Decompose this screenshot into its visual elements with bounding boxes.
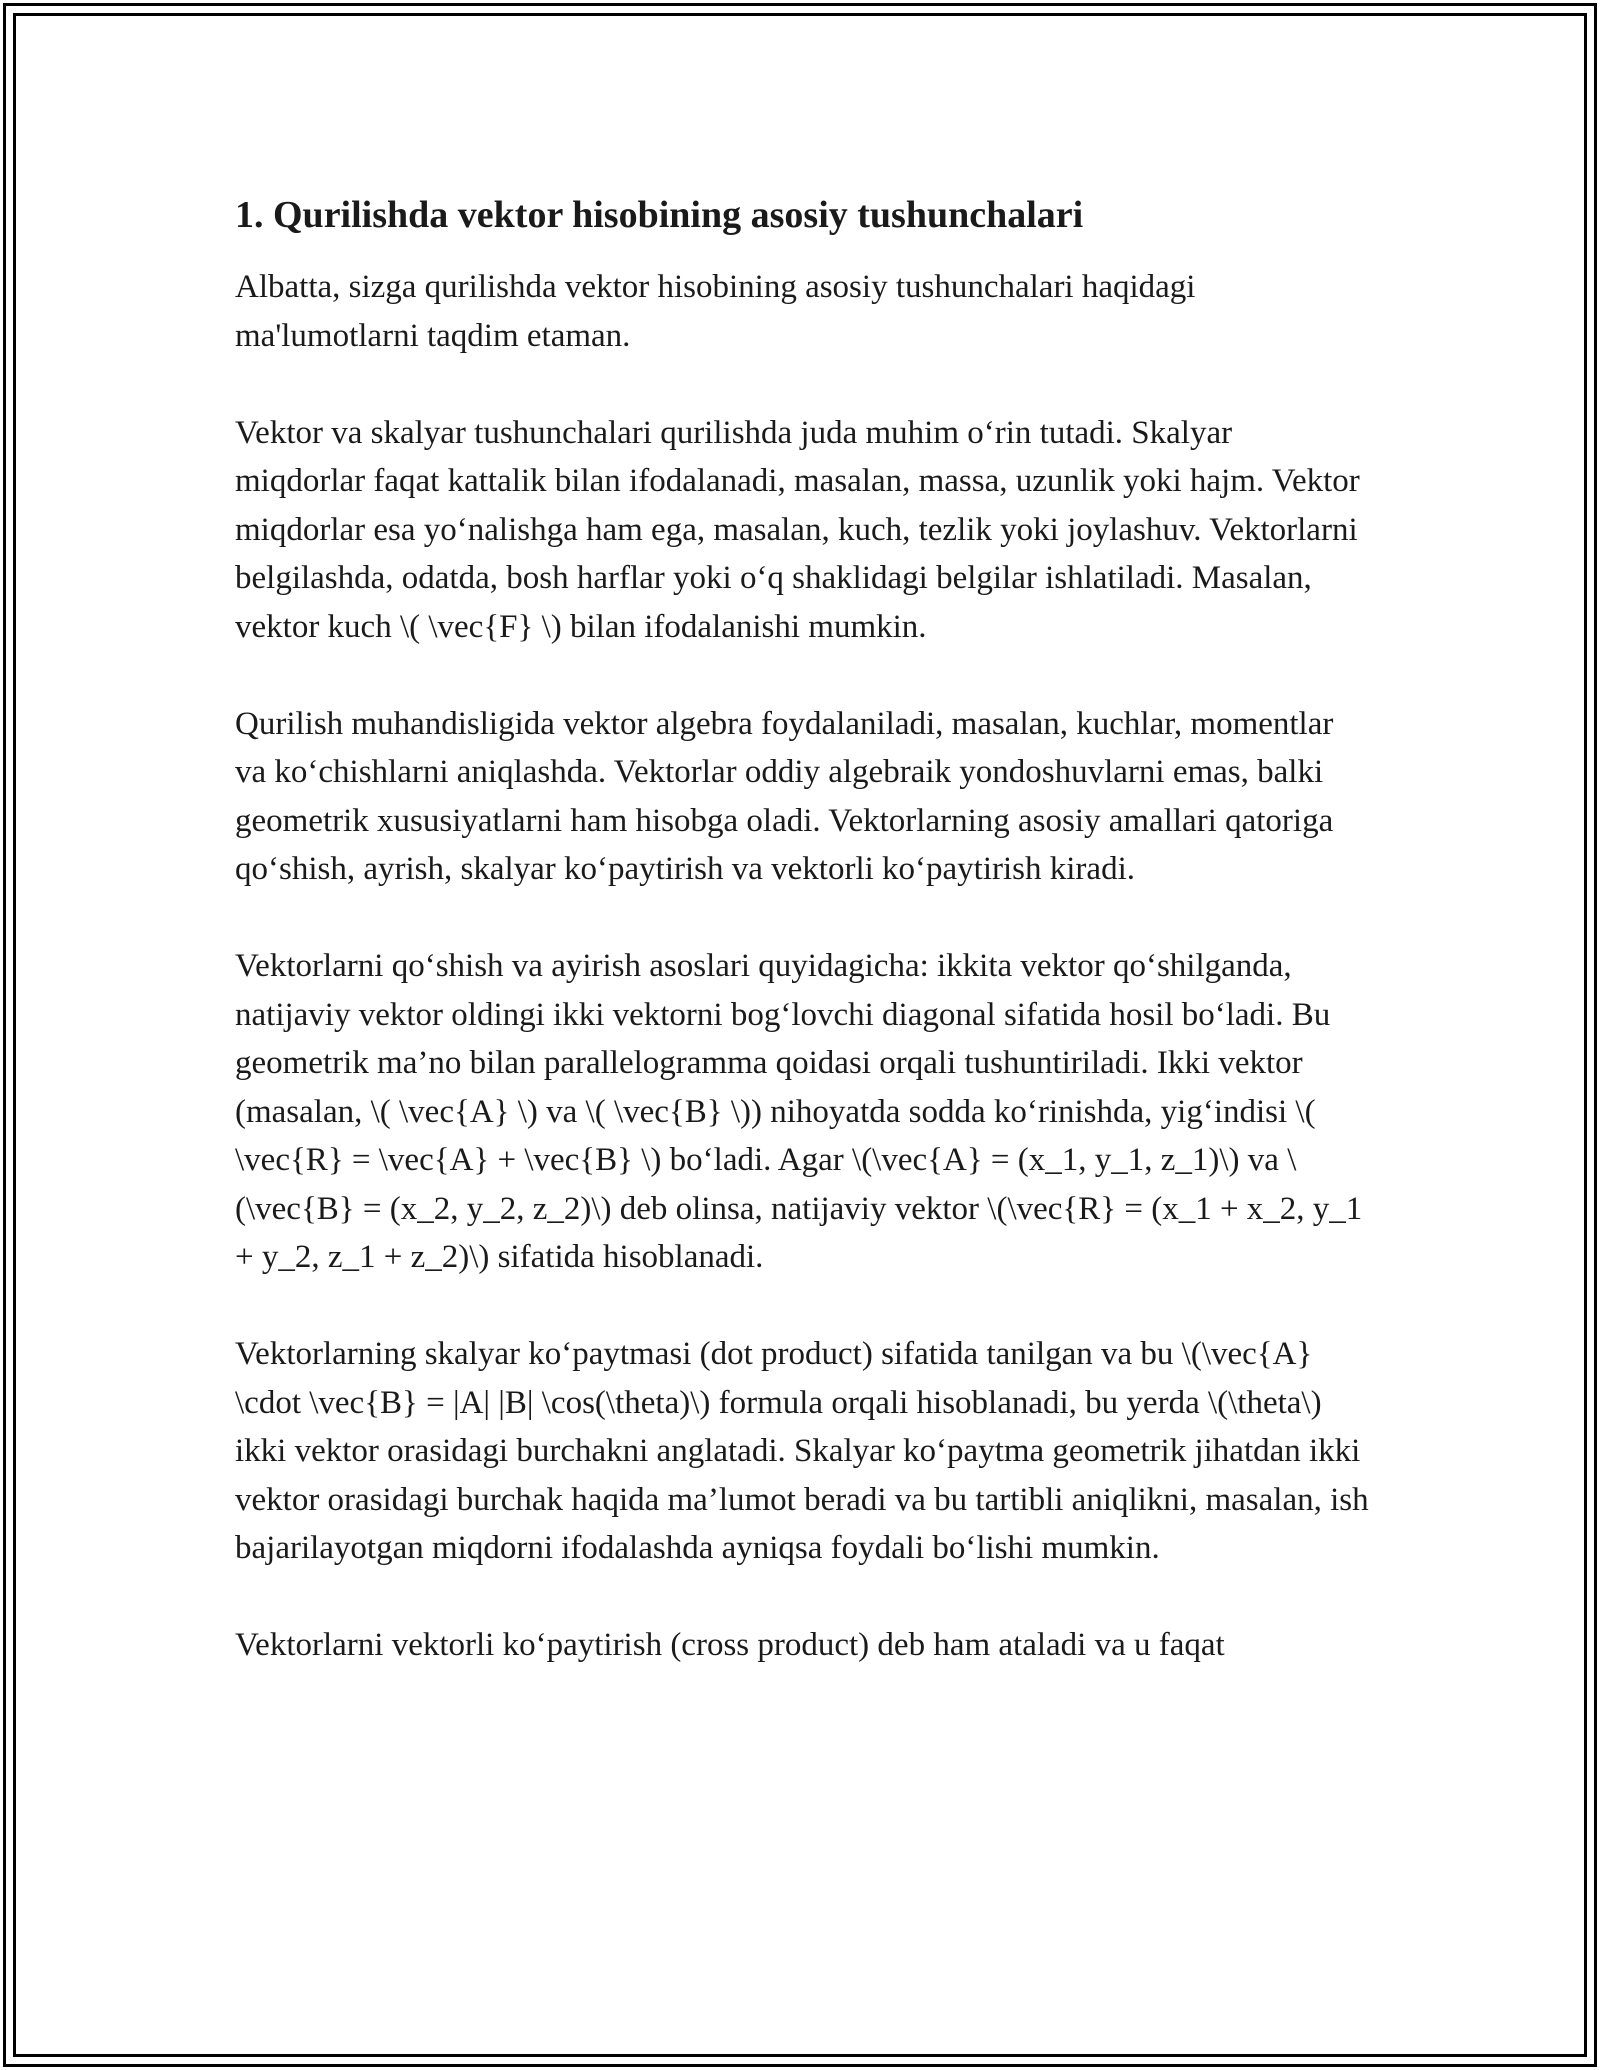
paragraph-dot-product: Vektorlarning skalyar ko‘paytmasi (dot product) sifatida tanilgan va bu \(\vec{A} \cdot \vec{B} = |A| |B| \cos(\theta)\) formula orqali hisoblanadi, bu yerda \(\theta\) ikki vektor orasidagi burchakni anglatadi. Skalyar ko‘paytma geometrik jihatdan ikki vektor orasidagi burchak haqida ma’lumot beradi va bu tartibli aniqlikni, masalan, ish bajarilayotgan miqdorni ifodalashda ayniqsa foydali bo‘lishi mumkin. (235, 1336, 1369, 1566)
paragraph-cross-product: Vektorlarni vektorli ko‘paytirish (cross product) deb ham ataladi va u faqat (235, 1627, 1225, 1663)
paragraph-vector-algebra: Qurilish muhandisligida vektor algebra foydalaniladi, masalan, kuchlar, momentlar va ko‘chishlarni aniqlashda. Vektorlar oddiy algebraik yondoshuvlarni emas, balki geometrik xususiyatlarni ham hisobga oladi. Vektorlarning asosiy amallari qatoriga qo‘shish, ayrish, skalyar ko‘paytirish va vektorli ko‘paytirish kiradi. (235, 705, 1334, 887)
paragraph-intro: Albatta, sizga qurilishda vektor hisobining asosiy tushunchalari haqidagi ma'lumotlarni taqdim etaman. (235, 269, 1196, 354)
paragraph-vector-scalar: Vektor va skalyar tushunchalari qurilishda juda muhim o‘rin tutadi. Skalyar miqdorlar faqat kattalik bilan ifodalanadi, masalan, massa, uzunlik yoki hajm. Vektor miqdorlar esa yo‘nalishga ham ega, masalan, kuch, tezlik yoki joylashuv. Vektorlarni belgilashda, odatda, bosh harflar yoki o‘q shaklidagi belgilar ishlatiladi. Masalan, vektor kuch \( \vec{F} \) bilan ifodalanishi mumkin. (235, 414, 1360, 645)
section-heading: 1. Qurilishda vektor hisobining asosiy tushunchalari (235, 194, 1084, 236)
document-body (235, 187, 1370, 1670)
paragraph-vector-addition: Vektorlarni qo‘shish va ayirish asoslari quyidagicha: ikkita vektor qo‘shilganda, natijaviy vektor oldingi ikki vektorni bog‘lovchi diagonal sifatida hosil bo‘ladi. Bu geometrik ma’no bilan parallelogramma qoidasi orqali tushuntiriladi. Ikki vektor (masalan, \( \vec{A} \) va \( \vec{B} \)) nihoyatda sodda ko‘rinishda, yig‘indisi \( \vec{R} = \vec{A} + \vec{B} \) bo‘ladi. Agar \(\vec{A} = (x_1, y_1, z_1)\) va \(\vec{B} = (x_2, y_2, z_2)\) deb olinsa, natijaviy vektor \(\vec{R} = (x_1 + x_2, y_1 + y_2, z_1 + z_2)\) sifatida hisoblanadi. (235, 948, 1363, 1275)
